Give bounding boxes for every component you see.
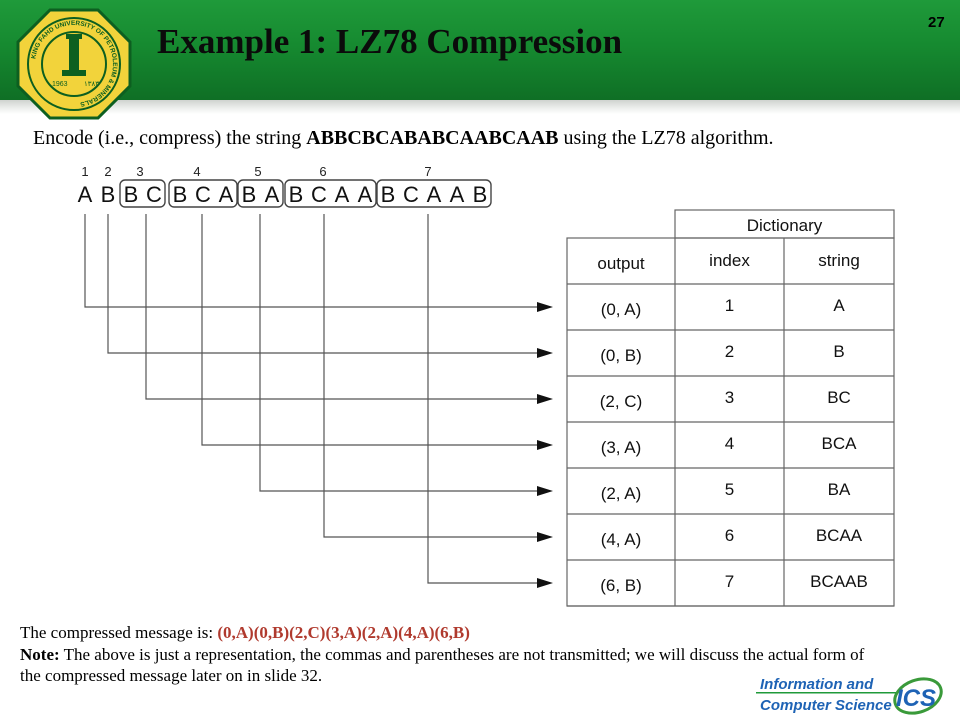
university-logo xyxy=(16,8,132,120)
phrase-number: 7 xyxy=(424,164,432,179)
input-char: A xyxy=(334,182,350,207)
note-line xyxy=(20,644,880,687)
phrase-number: 1 xyxy=(81,164,89,179)
input-char: A xyxy=(77,182,93,207)
input-char: B xyxy=(472,182,488,207)
table-cell-index: 1 xyxy=(724,296,735,315)
logo-year-right: ١٣٨٣ xyxy=(84,80,100,88)
logo-ring-text: KING FAHD UNIVERSITY OF PETROLEUM & MINERALS xyxy=(30,19,119,108)
phrase-number: 3 xyxy=(136,164,144,179)
phrase-number: 6 xyxy=(319,164,327,179)
input-char: A xyxy=(449,182,465,207)
table-cell-index: 6 xyxy=(724,526,735,545)
connector-line xyxy=(202,214,541,445)
table-cell-output: (3, A) xyxy=(600,438,642,457)
arrowhead xyxy=(537,394,553,404)
table-cell-string: BC xyxy=(827,388,851,407)
compressed-line xyxy=(20,622,880,644)
bottom-text xyxy=(20,622,880,687)
index-header: index xyxy=(709,251,750,270)
instruction-suffix: using the LZ78 algorithm. xyxy=(558,127,774,149)
slide-title: Example 1: LZ78 Compression xyxy=(157,22,623,61)
input-string: ABBCBCABABCAABCAAB xyxy=(306,127,559,149)
table-cell-output: (0, A) xyxy=(600,300,642,319)
arrowhead xyxy=(537,348,553,358)
dictionary-header: Dictionary xyxy=(746,216,823,235)
arrowhead xyxy=(537,440,553,450)
table-cell-index: 3 xyxy=(724,388,735,407)
phrase-number: 2 xyxy=(104,164,112,179)
output-header: output xyxy=(597,254,645,273)
input-char: B xyxy=(288,182,304,207)
arrowhead xyxy=(537,302,553,312)
compressed-value: (0,A)(0,B)(2,C)(3,A)(2,A)(4,A)(6,B) xyxy=(217,623,470,642)
string-header: string xyxy=(818,251,860,270)
table-cell-output: (2, C) xyxy=(599,392,643,411)
table-cell-output: (6, B) xyxy=(600,576,642,595)
instruction-text xyxy=(33,127,774,150)
arrowhead xyxy=(537,578,553,588)
input-char: A xyxy=(264,182,280,207)
ics-mark: ICS xyxy=(896,685,937,712)
table-cell-string: BCA xyxy=(821,434,857,453)
input-char: A xyxy=(357,182,373,207)
ics-line1: Information and xyxy=(760,676,874,693)
note-text: The above is just a representation, the commas and parentheses are not transmitted; we will discuss the actual form of the compressed message later on in slide 32. xyxy=(20,644,865,685)
table-cell-output: (0, B) xyxy=(600,346,642,365)
input-char: B xyxy=(123,182,139,207)
lz78-diagram-svg xyxy=(0,150,960,620)
input-char: A xyxy=(426,182,442,207)
table-cell-string: B xyxy=(833,342,845,361)
input-char: C xyxy=(146,182,162,207)
phrase-number: 4 xyxy=(193,164,201,179)
table-cell-string: BCAAB xyxy=(810,572,868,591)
table-cell-string: BA xyxy=(827,480,851,499)
input-char: B xyxy=(100,182,116,207)
arrowhead xyxy=(537,532,553,542)
input-char: B xyxy=(241,182,257,207)
arrowhead xyxy=(537,486,553,496)
table-cell-index: 4 xyxy=(724,434,735,453)
input-char: B xyxy=(380,182,396,207)
connector-line xyxy=(324,214,541,537)
logo-year-left: 1963 xyxy=(52,81,68,88)
phrase-number: 5 xyxy=(254,164,262,179)
ics-line2: Computer Science xyxy=(760,697,892,714)
ics-logo xyxy=(756,672,952,716)
compressed-label: The compressed message is: xyxy=(20,623,218,642)
lz78-diagram xyxy=(0,150,960,620)
slide-number: 27 xyxy=(928,14,945,31)
input-char: C xyxy=(403,182,419,207)
table-cell-output: (2, A) xyxy=(600,484,642,503)
input-char: B xyxy=(172,182,188,207)
instruction-prefix: Encode (i.e., compress) the string xyxy=(33,127,307,149)
table-cell-string: A xyxy=(833,296,845,315)
input-char: C xyxy=(195,182,211,207)
input-char: A xyxy=(218,182,234,207)
input-char: C xyxy=(311,182,327,207)
table-cell-index: 7 xyxy=(724,572,735,591)
table-cell-string: BCAA xyxy=(815,526,863,545)
table-cell-index: 5 xyxy=(724,480,735,499)
connector-line xyxy=(85,214,541,307)
table-cell-output: (4, A) xyxy=(600,530,642,549)
note-label: Note: xyxy=(20,644,60,664)
table-cell-index: 2 xyxy=(724,342,735,361)
header-shadow xyxy=(0,100,960,114)
